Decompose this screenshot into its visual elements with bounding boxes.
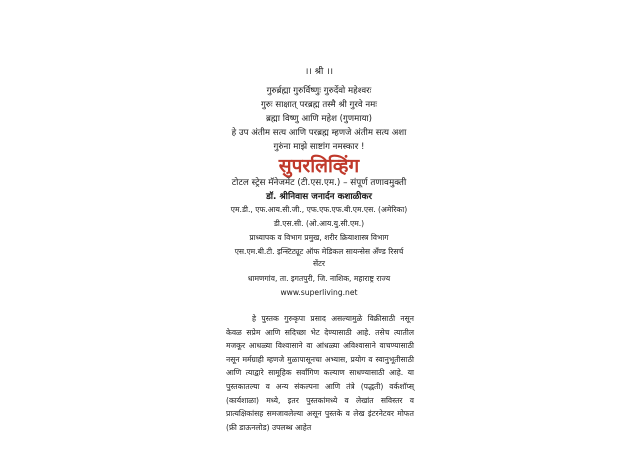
website-link[interactable]: www.superliving.net	[280, 288, 358, 297]
credential-line-5: सेंटर	[312, 259, 326, 268]
author-name: डॉ. श्रीनिवास जनार्दन कशाळीकर	[266, 192, 372, 202]
verse-line-1: गुरुर्ब्रह्मा गुरुर्विष्णुः गुरुर्देवो महेश्वरः	[266, 86, 372, 96]
credential-line-4: एस.एम.बी.टी. इन्स्टिट्यूट ऑफ मेडिकल सायन्सेस अँण्ड रिसर्च	[234, 247, 404, 256]
credential-line-3: प्राध्यापक व विभाग प्रमुख, शरीर क्रियाशास्त्र विभाग	[249, 233, 389, 242]
address-line: धामणगांव, ता. इगतपुरी, जि. नाशिक, महाराष्ट्र राज्य	[247, 274, 391, 283]
verse-line-5: गुरुंना माझे साष्टांग नमस्कार !	[273, 142, 365, 152]
invocation-heading: ।। श्री ।।	[304, 67, 334, 77]
body-paragraph: हे पुस्तक गुरुकृपा प्रसाद असल्यामुळे विक्रीसाठी नसून केवळ सप्रेम आणि सदिच्छा भेट देण्यासाठी आहे. तसेच त्यातील मजकूर आधळ्या विश्वासाने वा आंधळ्या अविश्वासाने वाचण्यासाठी नसून मर्मग्राही म्हणजे मुळापासूनचा अभ्यास, प्रयोग व स्वानुभूतीसाठी आणि त्याद्वारे सामूहिक सर्वांगिण कल्याण साधण्यासाठी आहे. या पुस्तकातल्या व अन्य संकल्पना आणि तंत्रे (पद्धती) वर्कशॉप्स् (कार्यशाळा) मध्ये, इतर पुस्तकांमध्ये व लेखांत सविस्तर व प्रात्यक्षिकांसह समजावलेल्या असून पुस्तके व लेख इंटरनेटवर मोफत (फ्री डाऊनलोड) उपलब्ध आहेत	[226, 314, 414, 432]
verse-line-4: हे उप अंतीम सत्य आणि परब्रह्म म्हणजे अंतीम सत्य अशा	[231, 128, 407, 138]
credential-line-2: डी.एस.सी. (ओ.आय.यु.सी.एम.)	[273, 219, 365, 228]
verse-line-3: ब्रह्मा विष्णु आणि महेश (गुणमाया)	[265, 114, 373, 124]
verse-line-2: गुरुः साक्षात् परब्रह्म तस्मै श्री गुरवे नमः	[260, 100, 378, 110]
book-title: सुपरलिव्हिंग	[278, 155, 360, 177]
credential-line-1: एम.डी., एफ.आय.सी.जी., एफ.एफ.एफ.बी.एम.एस. (अमेरिका)	[230, 205, 408, 214]
book-subtitle: टोटल स्ट्रेस मॅनेजमेंट (टी.एस.एम.) – संपूर्ण तणावमुक्ती	[231, 178, 407, 188]
